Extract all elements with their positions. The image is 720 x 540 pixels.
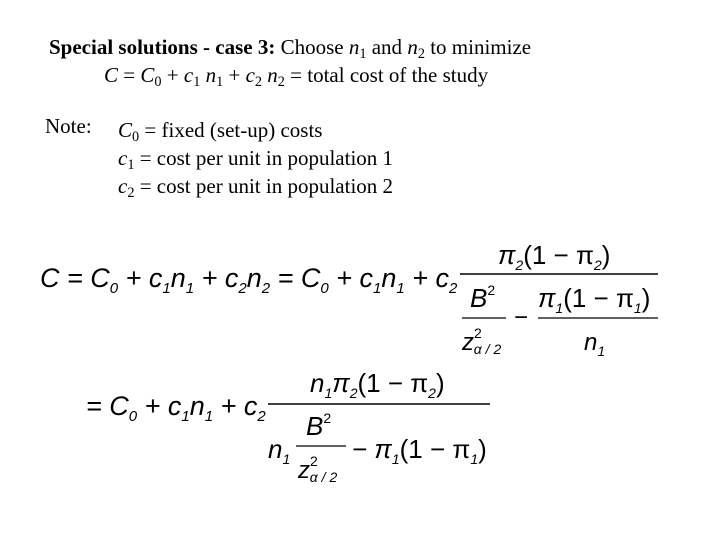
f1-lhs: $C = C_0 + c_1n_1 + c_2n_2 = C_0 + c_1n_1 + c_2$	[40, 263, 458, 297]
f2-numerator: $n_1\pi_2(1 - \pi_2)$	[310, 368, 445, 401]
formula-1	[40, 240, 658, 359]
cost-definition-line: $C = C_0 + c_1$ $n_1 + c_2$ $n_2$ = total cost of the study	[104, 63, 489, 90]
note-line-cost-pop2: $c_2 = \cos t$ per unit in population 2	[118, 174, 394, 201]
f1-pi1: $\pi_1(1 - \pi_1)$	[538, 283, 651, 316]
f2-minus-pi: − $\pi_1(1 - \pi_1)$	[352, 434, 487, 467]
f2-z2: $z^2$ α / 2	[298, 453, 338, 485]
f1-n1-den: $n_1$	[584, 329, 606, 359]
note-line-cost-pop1: $c_1 = \cos t$ per unit in population 1	[118, 146, 394, 173]
note-line-fixed-cost: $C_0$ = fixed (set-up) costs	[118, 118, 323, 145]
f2-lhs: = $C_0 + c_1n_1 + c_2$	[86, 391, 266, 425]
heading-line: Special solutions - case 3: Choose $n_1$ and $n_2$ to minimize	[49, 35, 532, 62]
f1-z2: $z^2$ α / 2	[462, 325, 502, 357]
f2-n1: $n_1$	[268, 434, 291, 467]
f1-B2: $B^2$	[470, 282, 496, 313]
formula-2	[86, 368, 490, 485]
f1-minus: −	[514, 304, 529, 331]
f1-numerator: $\pi_2(1 - \pi_2)$	[498, 240, 611, 273]
note-label: Note:	[45, 114, 92, 138]
heading-bold: Special solutions - case 3:	[49, 35, 276, 59]
f2-B2: $B^2$	[306, 410, 332, 441]
